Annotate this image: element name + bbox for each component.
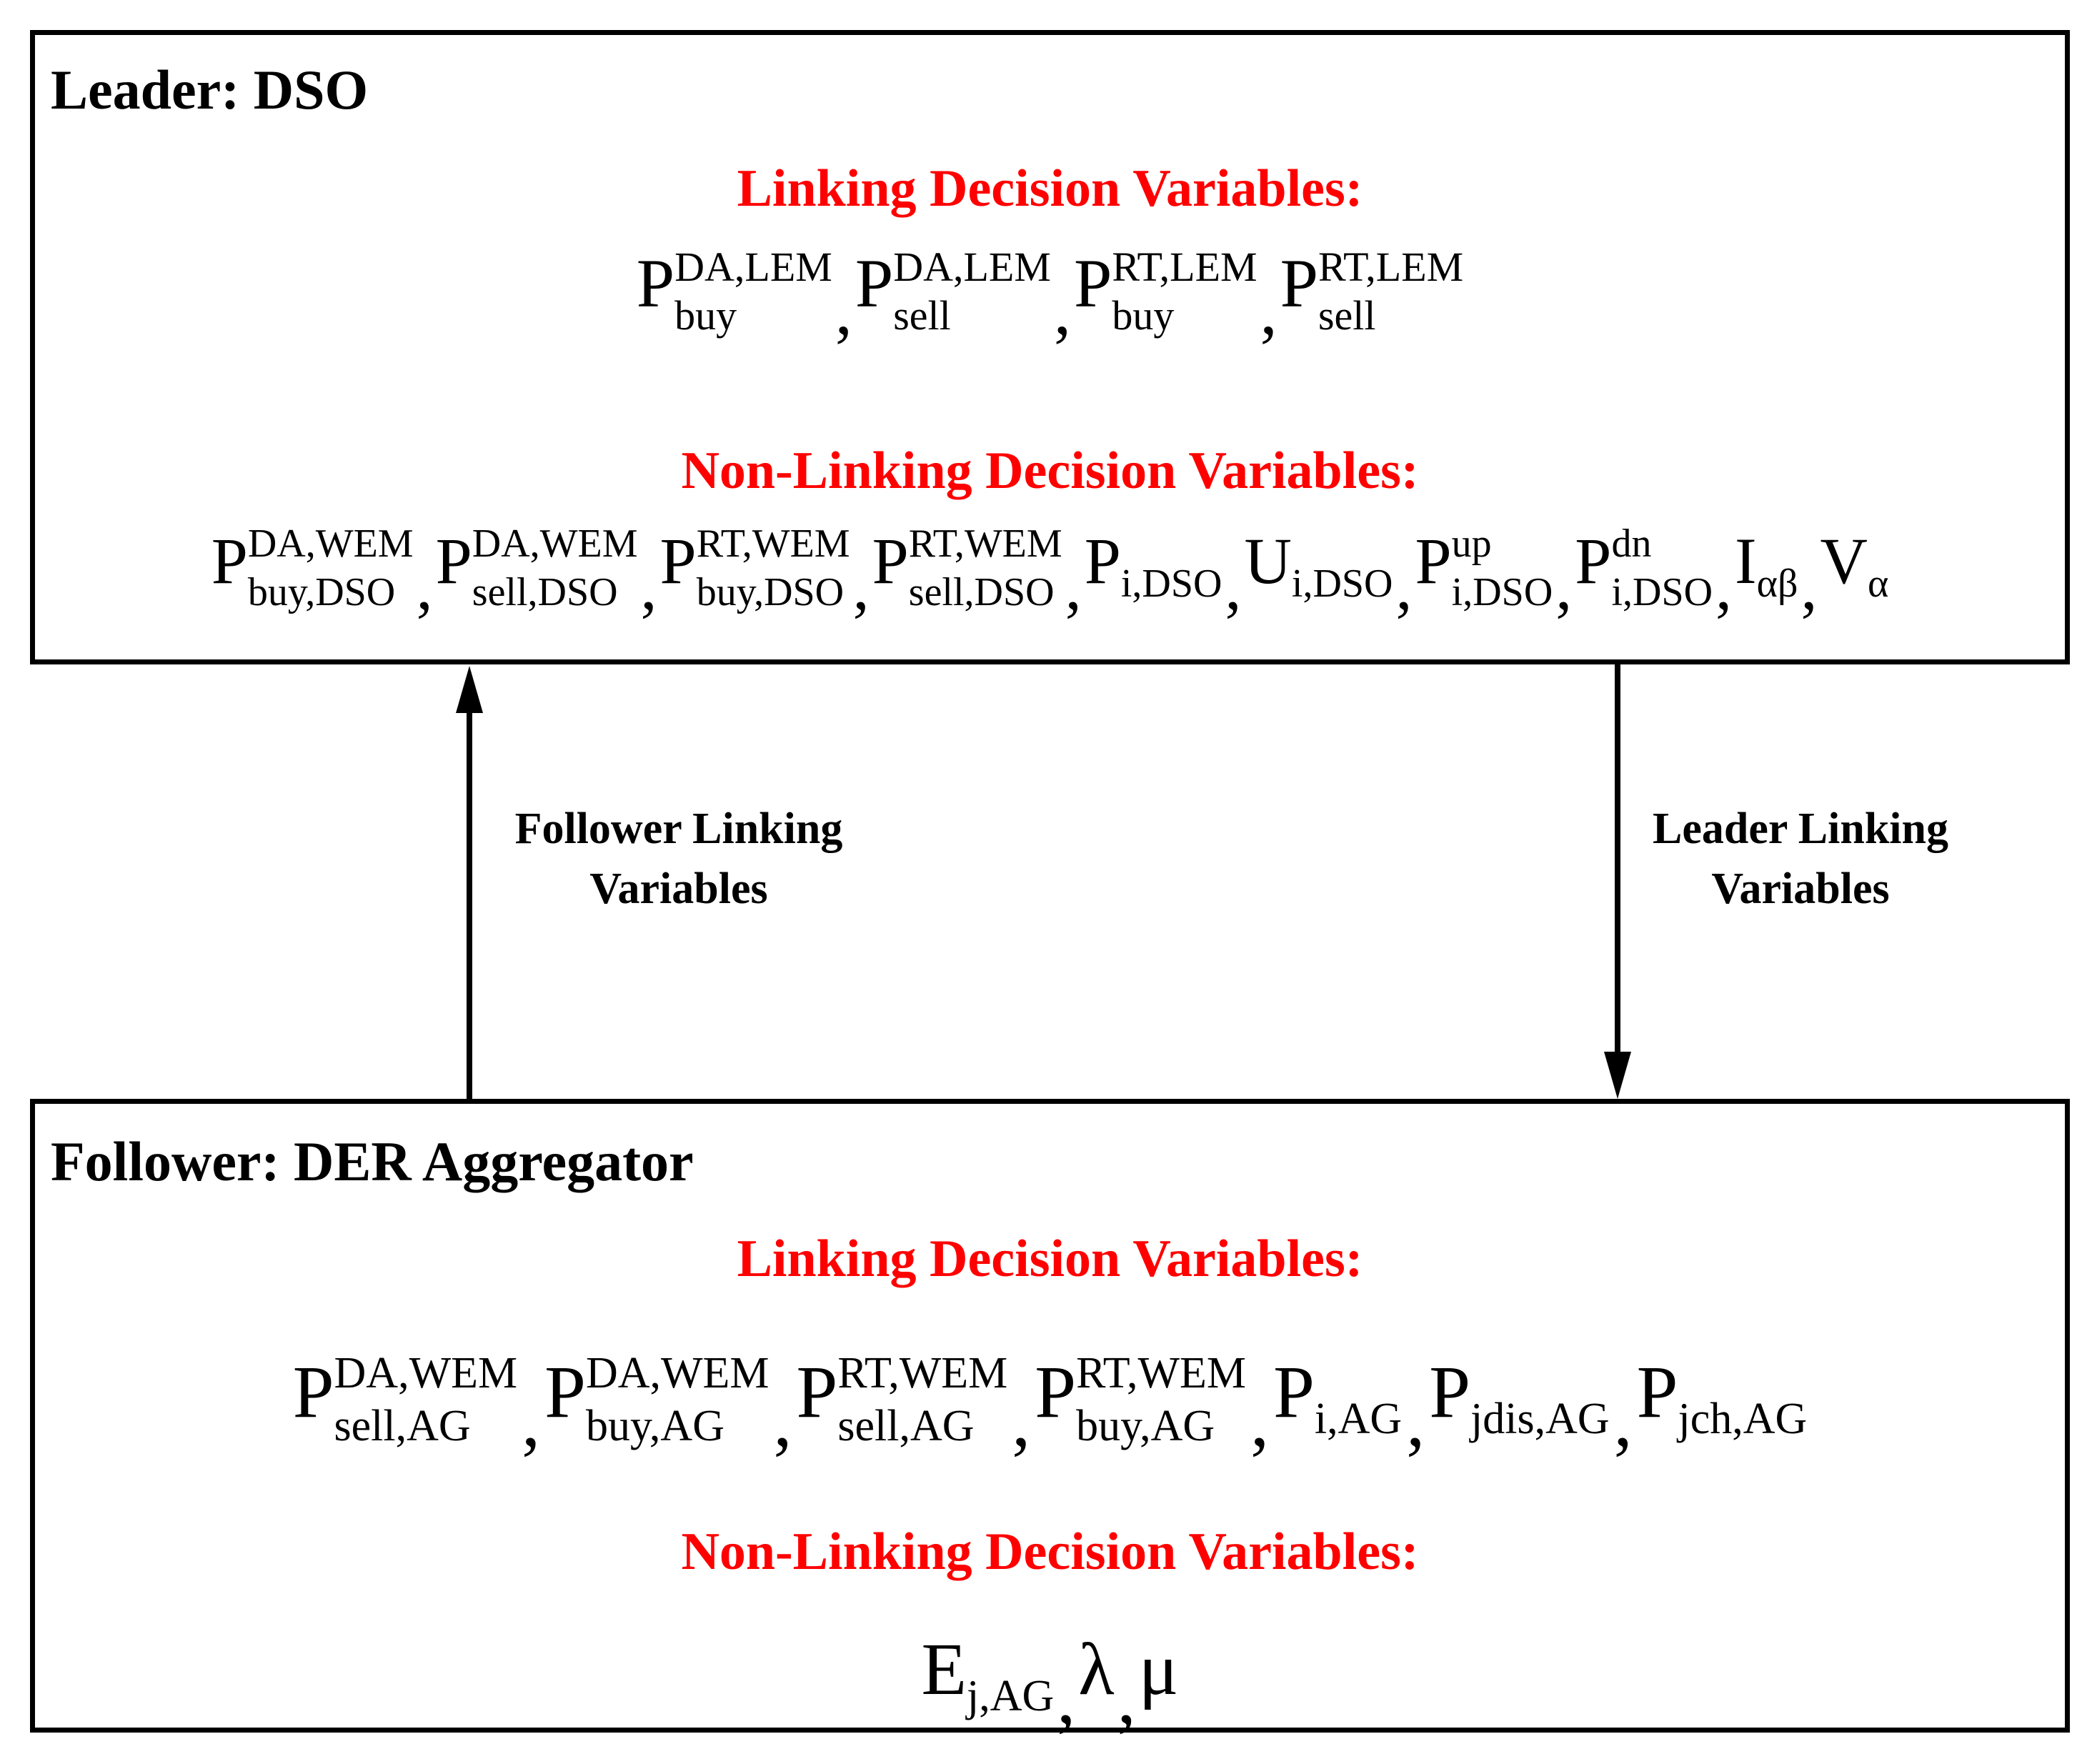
comma-separator: , <box>1260 272 1277 349</box>
variable-symbol: E <box>921 1628 967 1710</box>
variable-superscript: RT,WEM <box>696 522 850 566</box>
variable-subscript: buy,DSO <box>696 570 845 614</box>
variable-subscript: i,DSO <box>1120 562 1222 606</box>
comma-separator: , <box>1117 1657 1136 1739</box>
variable-symbol: P <box>1280 245 1318 322</box>
variable-superscript: dn <box>1611 522 1652 566</box>
variable-symbol: P <box>1035 1351 1077 1433</box>
variable-subscript: sell <box>1318 292 1376 339</box>
variable-symbol: I <box>1735 524 1757 597</box>
variable-symbol: P <box>855 245 894 322</box>
down-arrowhead <box>1604 1052 1631 1099</box>
comma-separator: , <box>416 550 433 623</box>
comma-separator: , <box>1395 550 1413 623</box>
variable-subscript: buy <box>1112 292 1175 339</box>
variable-superscript: DA,WEM <box>585 1349 769 1397</box>
variable-symbol: P <box>636 245 675 322</box>
variable-symbol: P <box>1073 245 1112 322</box>
variable-subscript: sell,AG <box>334 1402 471 1450</box>
variable-symbol: μ <box>1138 1628 1179 1710</box>
variable-subscript: sell <box>893 292 951 339</box>
variable-superscript: up <box>1451 522 1492 566</box>
variable-superscript: DA,WEM <box>472 522 638 566</box>
follower-linking-label <box>493 799 865 919</box>
variable-subscript: i,DSO <box>1451 570 1553 614</box>
variable-subscript: i,DSO <box>1611 570 1713 614</box>
comma-separator: , <box>1800 550 1818 623</box>
variable-symbol: P <box>1429 1351 1471 1433</box>
variable-superscript: DA,WEM <box>334 1349 518 1397</box>
variable-subscript: sell,DSO <box>908 570 1055 614</box>
follower-title: Follower: DER Aggregator <box>51 1130 694 1192</box>
comma-separator: , <box>773 1380 792 1462</box>
variable-superscript: RT,WEM <box>908 522 1062 566</box>
leader-linking-heading: Linking Decision Variables: <box>737 159 1363 218</box>
leader-linking-label <box>1615 799 1986 919</box>
comma-separator: , <box>1406 1380 1425 1462</box>
variable-symbol: P <box>435 524 472 597</box>
variable-superscript: RT,WEM <box>837 1349 1008 1397</box>
follower-linking-label-line1: Follower Linking <box>514 804 843 853</box>
comma-separator: , <box>1053 272 1071 349</box>
comma-separator: , <box>522 1380 541 1462</box>
comma-separator: , <box>1065 550 1082 623</box>
follower-nonlinking-heading: Non-Linking Decision Variables: <box>681 1523 1419 1581</box>
variable-superscript: DA,WEM <box>247 522 414 566</box>
variable-symbol: λ <box>1078 1628 1115 1710</box>
variable-subscript: α <box>1867 562 1889 606</box>
comma-separator: , <box>835 272 852 349</box>
leader-title: Leader: DSO <box>51 59 369 121</box>
up-arrowhead <box>456 666 483 713</box>
variable-symbol: P <box>659 524 697 597</box>
comma-separator: , <box>1613 1380 1633 1462</box>
variable-symbol: U <box>1244 524 1292 597</box>
variable-subscript: sell,AG <box>837 1402 975 1450</box>
leader-linking-label-line1: Leader Linking <box>1652 804 1949 853</box>
variable-symbol: V <box>1820 524 1868 597</box>
variable-subscript: αβ <box>1756 562 1798 606</box>
variable-symbol: P <box>1415 524 1452 597</box>
leader-nonlinking-heading: Non-Linking Decision Variables: <box>681 442 1419 500</box>
comma-separator: , <box>1715 550 1733 623</box>
variable-subscript: i,AG <box>1314 1395 1403 1443</box>
variable-subscript: sell,DSO <box>472 570 618 614</box>
follower-linking-heading: Linking Decision Variables: <box>737 1230 1363 1288</box>
variable-subscript: jdis,AG <box>1470 1395 1610 1443</box>
variable-symbol: P <box>544 1351 586 1433</box>
variable-symbol: P <box>292 1351 334 1433</box>
leader-linking-label-line2: Variables <box>1711 864 1890 913</box>
variable-symbol: P <box>1273 1351 1315 1433</box>
comma-separator: , <box>640 550 657 623</box>
comma-separator: , <box>1250 1380 1270 1462</box>
variable-superscript: RT,LEM <box>1318 244 1464 290</box>
variable-symbol: P <box>1636 1351 1678 1433</box>
variable-symbol: P <box>796 1351 838 1433</box>
variable-symbol: P <box>1084 524 1121 597</box>
variable-symbol: P <box>1575 524 1612 597</box>
variable-symbol: P <box>211 524 248 597</box>
follower-linking-label-line2: Variables <box>589 864 768 913</box>
variable-superscript: DA,LEM <box>893 244 1051 290</box>
variable-superscript: RT,LEM <box>1112 244 1257 290</box>
variable-symbol: P <box>872 524 909 597</box>
variable-subscript: buy <box>674 292 737 339</box>
variable-subscript: buy,DSO <box>247 570 396 614</box>
comma-separator: , <box>1012 1380 1031 1462</box>
comma-separator: , <box>1225 550 1242 623</box>
variable-subscript: buy,AG <box>585 1402 724 1450</box>
variable-subscript: i,DSO <box>1291 562 1393 606</box>
variable-subscript: jch,AG <box>1678 1395 1808 1443</box>
comma-separator: , <box>1555 550 1573 623</box>
variable-subscript: buy,AG <box>1076 1402 1215 1450</box>
variable-superscript: DA,LEM <box>674 244 832 290</box>
variable-superscript: RT,WEM <box>1076 1349 1247 1397</box>
comma-separator: , <box>1057 1657 1076 1739</box>
variable-subscript: j,AG <box>967 1672 1055 1720</box>
comma-separator: , <box>852 550 870 623</box>
